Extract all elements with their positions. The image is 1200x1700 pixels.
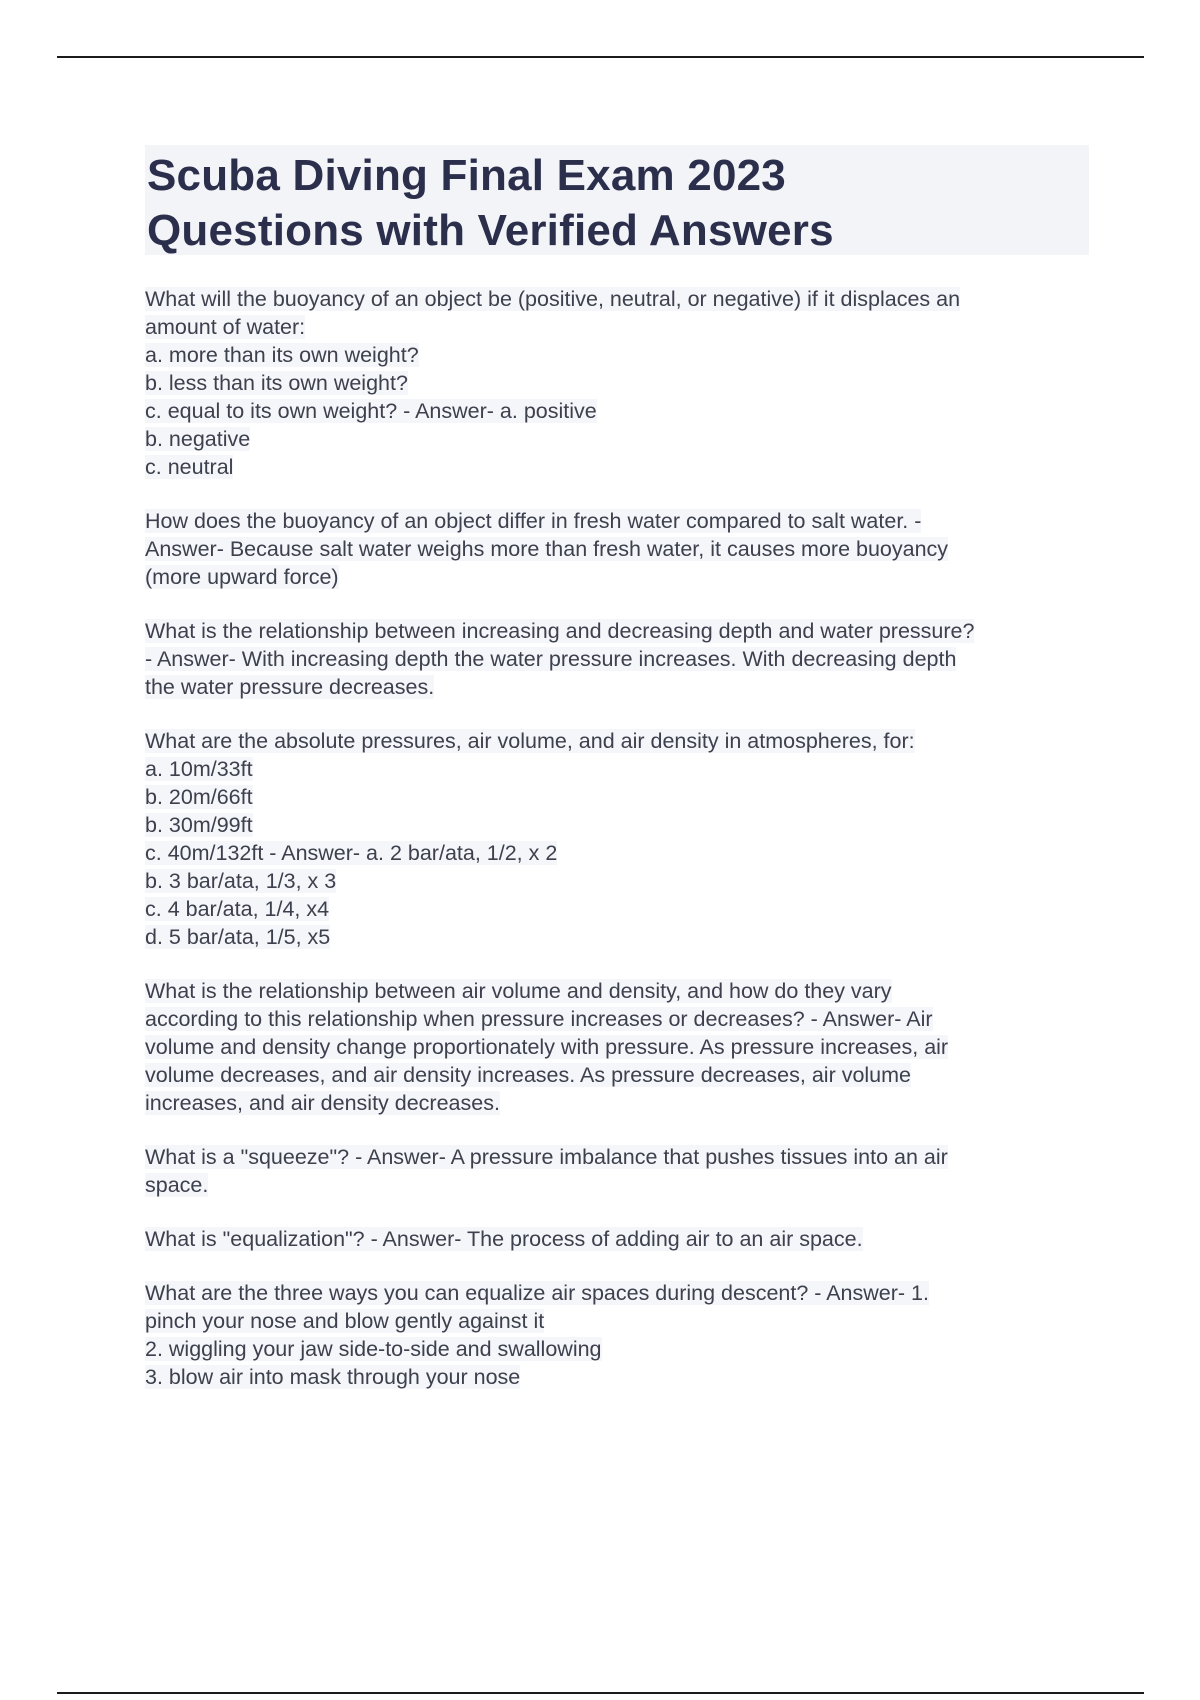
qa-line-text: What are the three ways you can equalize air spaces during descent? - Answer- 1. [145,1281,929,1305]
qa-line-text: volume decreases, and air density increases. As pressure decreases, air volume [145,1063,912,1087]
qa-line [145,1089,1085,1117]
qa-line [145,425,1085,453]
qa-line-text: amount of water: [145,315,306,339]
qa-entry [145,727,1085,951]
qa-line [145,285,1085,313]
qa-line [145,755,1085,783]
qa-line [145,645,1085,673]
qa-entry [145,1279,1085,1391]
qa-line [145,1279,1085,1307]
qa-line [145,453,1085,481]
qa-line [145,563,1085,591]
qa-line [145,727,1085,755]
qa-line [145,1143,1085,1171]
qa-line-text: b. less than its own weight? [145,371,408,395]
qa-line [145,923,1085,951]
qa-line-text: What is a "squeeze"? - Answer- A pressure imbalance that pushes tissues into an air [145,1145,948,1169]
qa-line [145,1225,1085,1253]
qa-entry [145,1143,1085,1199]
footer-rule [57,1692,1144,1694]
qa-line-text: a. 10m/33ft [145,757,253,781]
qa-line [145,839,1085,867]
qa-line-text: volume and density change proportionately with pressure. As pressure increases, air [145,1035,949,1059]
qa-line [145,369,1085,397]
document-title [145,145,1089,258]
qa-line [145,1005,1085,1033]
header-rule [57,56,1144,58]
qa-line [145,895,1085,923]
qa-line-text: c. neutral [145,455,234,479]
qa-line [145,1033,1085,1061]
qa-line-text: b. negative [145,427,251,451]
qa-line [145,397,1085,425]
qa-line-text: What will the buoyancy of an object be (positive, neutral, or negative) if it displaces an [145,287,961,311]
qa-line [145,673,1085,701]
qa-entry [145,1225,1085,1253]
qa-list [145,285,1085,1417]
qa-line-text: What is the relationship between increasing and decreasing depth and water pressure? [145,619,975,643]
qa-entry [145,507,1085,591]
qa-line-text: c. 40m/132ft - Answer- a. 2 bar/ata, 1/2, x 2 [145,841,558,865]
qa-line-text: the water pressure decreases. [145,675,435,699]
qa-line [145,507,1085,535]
qa-line-text: b. 20m/66ft [145,785,253,809]
qa-line-text: c. 4 bar/ata, 1/4, x4 [145,897,330,921]
qa-line [145,1363,1085,1391]
qa-line-text: How does the buoyancy of an object differ in fresh water compared to salt water. - [145,509,922,533]
qa-line-text: b. 3 bar/ata, 1/3, x 3 [145,869,337,893]
qa-line [145,341,1085,369]
qa-line-text: 2. wiggling your jaw side-to-side and swallowing [145,1337,602,1361]
qa-line [145,783,1085,811]
qa-line-text: (more upward force) [145,565,339,589]
title-line-1: Scuba Diving Final Exam 2023 [147,151,786,200]
qa-entry [145,617,1085,701]
qa-line-text: according to this relationship when pressure increases or decreases? - Answer- Air [145,1007,933,1031]
qa-line [145,535,1085,563]
qa-line-text: What is "equalization"? - Answer- The process of adding air to an air space. [145,1227,863,1251]
qa-line-text: pinch your nose and blow gently against it [145,1309,545,1333]
qa-line [145,811,1085,839]
qa-line [145,1335,1085,1363]
qa-line-text: d. 5 bar/ata, 1/5, x5 [145,925,331,949]
qa-line-text: What is the relationship between air volume and density, and how do they vary [145,979,892,1003]
qa-entry [145,285,1085,481]
qa-entry [145,977,1085,1117]
qa-line [145,617,1085,645]
qa-line-text: What are the absolute pressures, air volume, and air density in atmospheres, for: [145,729,915,753]
title-line-2: Questions with Verified Answers [147,206,834,255]
title-block [145,145,1089,255]
qa-line-text: space. [145,1173,209,1197]
qa-line-text: 3. blow air into mask through your nose [145,1365,521,1389]
qa-line-text: c. equal to its own weight? - Answer- a. positive [145,399,597,423]
qa-line-text: - Answer- With increasing depth the water pressure increases. With decreasing depth [145,647,957,671]
qa-line [145,313,1085,341]
qa-line-text: increases, and air density decreases. [145,1091,500,1115]
qa-line-text: b. 30m/99ft [145,813,253,837]
qa-line-text: Answer- Because salt water weighs more than fresh water, it causes more buoyancy [145,537,949,561]
qa-line [145,1061,1085,1089]
qa-line [145,1171,1085,1199]
qa-line [145,867,1085,895]
qa-line [145,977,1085,1005]
qa-line-text: a. more than its own weight? [145,343,419,367]
qa-line [145,1307,1085,1335]
